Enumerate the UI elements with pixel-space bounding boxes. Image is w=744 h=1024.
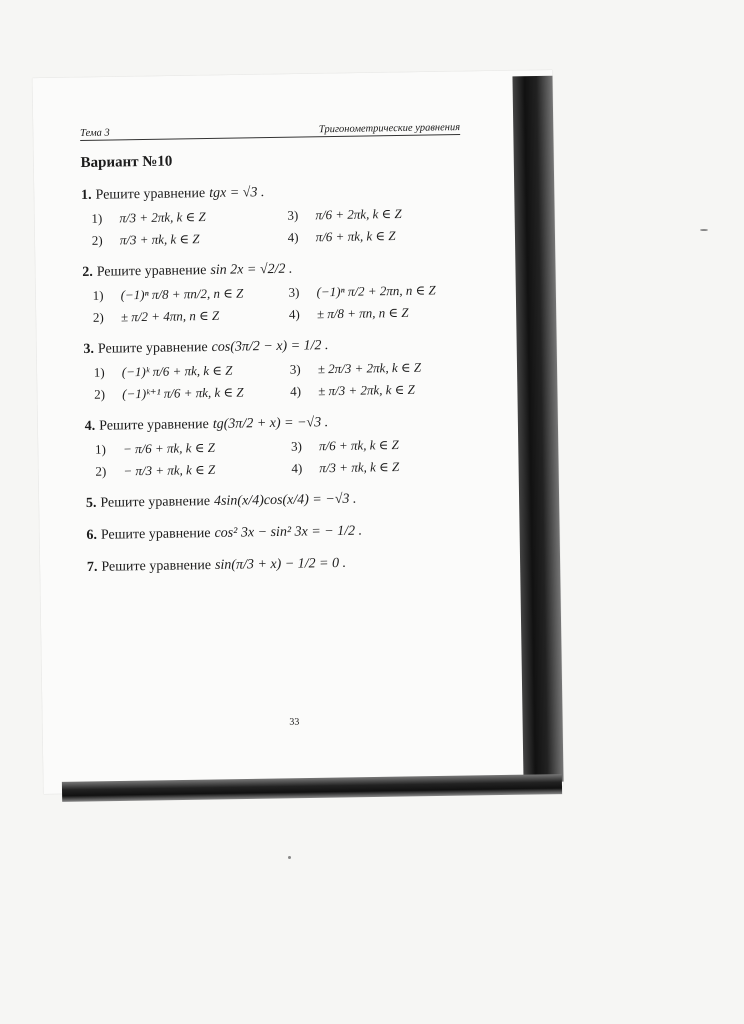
answer-options: [91, 205, 482, 249]
answer-label: 3): [287, 207, 299, 223]
header-topic: Тема 3: [80, 127, 110, 139]
answer-label: 1): [91, 210, 103, 226]
answer-formula: ± π/2 + 4πn, n ∈ Z: [120, 307, 220, 325]
answer-option: [92, 230, 288, 249]
header-subject: Тригонометрические уравнения: [318, 122, 461, 136]
answer-label: 4): [287, 229, 299, 245]
problem-prompt: Решите уравнение: [101, 557, 212, 575]
answer-formula: − π/3 + πk, k ∈ Z: [123, 461, 216, 479]
speck: [700, 229, 708, 231]
answer-option: [94, 362, 290, 381]
answer-formula: π/3 + πk, k ∈ Z: [319, 459, 400, 476]
problem-equation: 4sin(x/4)cos(x/4) = −√3 .: [213, 491, 357, 509]
problem-2: [82, 259, 483, 326]
problem-5: [86, 490, 486, 512]
problem-number: 6.: [86, 527, 98, 543]
answer-label: 3): [289, 361, 301, 377]
problem-equation: cos(3π/2 − x) = 1/2 .: [211, 338, 329, 355]
problem-1: [81, 182, 482, 249]
answer-formula: ± π/3 + 2πk, k ∈ Z: [318, 381, 415, 399]
problem-number: 4.: [84, 418, 96, 434]
problem-title: [83, 336, 483, 358]
answer-options: [93, 282, 484, 326]
speck: [288, 856, 291, 859]
problem-6: [86, 522, 486, 544]
problem-equation: cos² 3x − sin² 3x = − 1/2 .: [214, 523, 363, 541]
answer-option: [91, 208, 287, 227]
answer-options: [95, 436, 486, 480]
answer-label: 2): [95, 463, 107, 479]
answer-label: 1): [94, 441, 107, 457]
answer-option: [94, 384, 290, 403]
answer-formula: π/6 + 2πk, k ∈ Z: [315, 205, 402, 223]
answer-label: 1): [92, 287, 104, 303]
problem-list: [81, 182, 487, 576]
problem-title: [81, 182, 481, 204]
problem-equation: sin(π/3 + x) − 1/2 = 0 .: [214, 555, 347, 573]
problem-3: [83, 336, 484, 403]
problem-equation: tg(3π/2 + x) = −√3 .: [212, 415, 329, 432]
problem-number: 3.: [83, 341, 95, 357]
answer-label: 3): [288, 284, 300, 300]
answer-formula: − π/6 + πk, k ∈ Z: [122, 439, 215, 457]
answer-formula: π/6 + πk, k ∈ Z: [318, 437, 399, 454]
answer-formula: π/6 + πk, k ∈ Z: [315, 228, 396, 245]
answer-formula: (−1)ⁿ π/2 + 2πn, n ∈ Z: [316, 282, 436, 300]
answer-formula: ± π/8 + πn, n ∈ Z: [316, 304, 409, 322]
problem-4: [85, 413, 486, 480]
answer-label: 1): [93, 364, 105, 380]
problem-prompt: Решите уравнение: [99, 417, 209, 434]
problem-equation: sin 2x = √2/2 .: [210, 261, 293, 278]
page-number: 33: [289, 716, 300, 728]
problem-title: [87, 554, 487, 576]
problem-prompt: Решите уравнение: [97, 340, 208, 357]
answer-option: [289, 304, 485, 323]
answer-label: 4): [288, 306, 300, 322]
answer-label: 2): [92, 309, 104, 325]
answer-formula: (−1)ᵏ π/6 + πk, k ∈ Z: [121, 362, 233, 380]
answer-option: [288, 282, 484, 301]
answer-option: [291, 436, 487, 455]
answer-formula: π/3 + πk, k ∈ Z: [119, 231, 200, 248]
problem-number: 1.: [80, 187, 92, 203]
problem-7: [87, 554, 487, 576]
answer-label: 4): [291, 460, 303, 476]
answer-option: [290, 359, 486, 378]
answer-label: 2): [91, 232, 103, 248]
answer-option: [291, 458, 487, 477]
answer-option: [290, 381, 486, 400]
answer-label: 4): [290, 383, 302, 399]
answer-formula: π/3 + 2πk, k ∈ Z: [119, 209, 206, 226]
problem-prompt: Решите уравнение: [95, 186, 206, 203]
problem-number: 2.: [82, 264, 93, 280]
answer-option: [287, 205, 483, 224]
problem-title: [86, 490, 486, 512]
answer-option: [93, 307, 289, 326]
answer-option: [288, 227, 484, 246]
problem-title: [82, 259, 482, 281]
problem-prompt: Решите уравнение: [96, 263, 207, 280]
problem-title: [85, 413, 485, 435]
answer-formula: ± 2π/3 + 2πk, k ∈ Z: [317, 359, 422, 377]
problem-number: 7.: [86, 559, 98, 575]
problem-equation: tgx = √3 .: [209, 185, 265, 201]
problem-number: 5.: [85, 495, 97, 511]
problem-title: [86, 522, 486, 544]
problem-prompt: Решите уравнение: [100, 526, 211, 543]
answer-label: 2): [94, 386, 106, 402]
answer-option: [95, 439, 291, 458]
document-page: [80, 122, 490, 738]
answer-option: [93, 285, 289, 304]
problem-prompt: Решите уравнение: [100, 494, 211, 511]
answer-formula: (−1)ᵏ⁺¹ π/6 + πk, k ∈ Z: [122, 384, 244, 402]
variant-title: Вариант №10: [80, 153, 173, 171]
answer-options: [94, 359, 485, 403]
answer-formula: (−1)ⁿ π/8 + πn/2, n ∈ Z: [120, 285, 244, 303]
answer-option: [95, 461, 291, 480]
answer-label: 3): [290, 438, 302, 454]
